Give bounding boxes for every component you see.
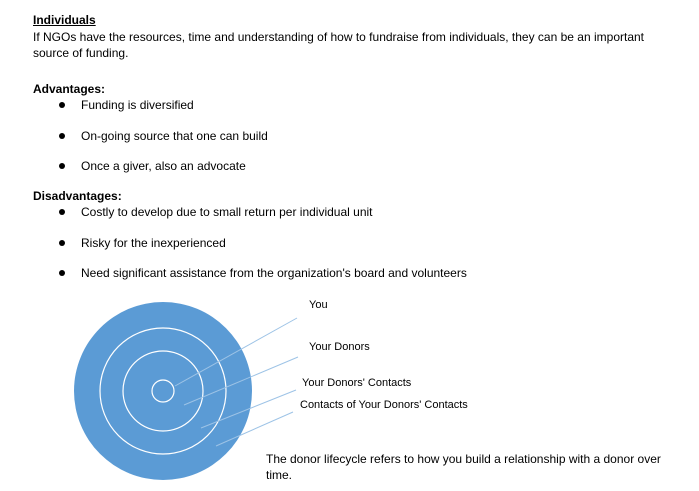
advantage-item: On-going source that one can build [81, 129, 268, 143]
label-contacts-of-donors-contacts: Contacts of Your Donors' Contacts [300, 399, 468, 411]
disadvantages-heading: Disadvantages: [33, 189, 122, 203]
disadvantage-item: Risky for the inexperienced [81, 236, 226, 250]
caption-line-1: The donor lifecycle refers to how you build a relationship with a donor over [266, 452, 661, 466]
advantages-heading: Advantages: [33, 82, 106, 96]
label-your-donors: Your Donors [309, 341, 370, 353]
disadvantage-item: Need significant assistance from the organization's board and volunteers [81, 266, 467, 280]
disadvantage-item: Costly to develop due to small return per individual unit [81, 205, 373, 219]
section-title: Individuals [33, 13, 96, 27]
outer-circle [74, 302, 252, 480]
intro-line-1: If NGOs have the resources, time and understanding of how to fundraise from individuals, they can be an important [33, 30, 644, 44]
advantage-item: Once a giver, also an advocate [81, 159, 246, 173]
label-your-donors-contacts: Your Donors' Contacts [302, 377, 412, 389]
label-you: You [309, 299, 328, 311]
advantage-item: Funding is diversified [81, 98, 194, 112]
caption-line-2: time. [266, 468, 293, 482]
intro-line-2: source of funding. [33, 46, 129, 60]
